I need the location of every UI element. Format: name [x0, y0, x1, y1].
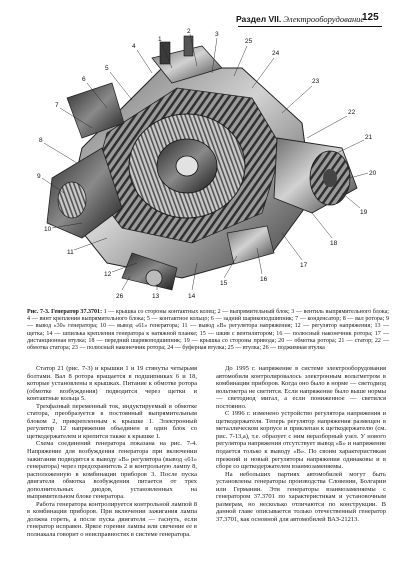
- callout-20: 20: [369, 170, 377, 177]
- callout-3: 3: [215, 31, 219, 38]
- right-column: [216, 365, 386, 523]
- paragraph: Работа генератора контролируется контрольной лампой 8 в комбинации приборов. При включении зажигания лампа должна гореть, а после пуска двигателя — гаснуть, если генератор исправен. Яркое горение лампы или свечение ее в полнакала говорит о неисправностях в системе генератора.: [27, 500, 197, 539]
- callout-26: 26: [116, 293, 124, 300]
- callout-9: 9: [37, 173, 41, 180]
- callout-7: 7: [55, 102, 59, 109]
- paragraph: До 1995 г. напряжение в системе электрооборудования автомобиля контролировалось электронным вольтметром в комбинации приборов. Когда оно было в норме — светодиод вольтметра не светится. Если напряжение было выше нормы — светодиод мигал, а если пониженное — светился постоянно.: [216, 365, 386, 410]
- callout-2: 2: [187, 28, 191, 35]
- section-title: Электрооборудование: [283, 14, 365, 24]
- callout-4: 4: [132, 43, 136, 50]
- paragraph: С 1996 г. изменено устройство регулятора напряжения и щеткодержателя. Теперь регулятор напряжения размещен в металлическом корпусе и приклепан к щеткодержателю (см. рис. 7-13,а), т.е. образует с ним неразборный узел. У нового регулятора напряжения отсутствует вывод «Б» и напряжение подается только к выводу «В». По своим характеристикам прежний и новый регуляторы напряжения одинаковы и в сборе со щеткодержателем взаимозаменяемы.: [216, 410, 386, 471]
- left-column: [27, 365, 197, 539]
- generator-drawing: [47, 36, 357, 290]
- callout-17: 17: [300, 262, 308, 269]
- callout-15: 15: [220, 280, 228, 287]
- paragraph: На небольших партиях автомобилей могут быть установлены генераторы производства Словении, Болгарии или Германии. Эти генераторы взаимозаменяемы с генератором 37.3701 по характеристикам и установочным размерам, но несколько отличаются по конструкции. В данной главе описывается только отечественный генератор 37.3701, как основной для автомобилей ВАЗ-21213.: [216, 470, 386, 523]
- section-heading: [236, 14, 364, 24]
- header-rule: [238, 26, 382, 27]
- callout-21: 21: [365, 134, 373, 141]
- paragraph: Схема соединений генератора показана на рис. 7-4. Напряжение для возбуждения генератора при включении зажигания подводится к выводу «В» регулятора (вывод «61» генератора) через предохранитель 2 и контрольную лампу 8, расположенную в комбинации приборов 3. После пуска двигателя обмотка возбуждения питается от трех дополнительных диодов, установленных на выпрямительном блоке генератора.: [27, 440, 197, 501]
- callout-1: 1: [158, 36, 162, 43]
- callout-8: 8: [39, 137, 43, 144]
- callout-6: 6: [82, 76, 86, 83]
- callout-18: 18: [330, 240, 338, 247]
- callout-12: 12: [104, 271, 112, 278]
- caption-text: 1 — крышка со стороны контактных колец; 2 — выпрямительный блок; 3 — вентиль выпрямительного блока; 4 — винт крепления выпрямительного блока; 5 — контактное кольцо; 6 — задний шарикоподшипник; 7 — конденсатор; 8 — вал ротора; 9 — вывод «30» генератора; 10 — вывод «61» генератора; 11 — вывод «В» регулятора напряжения; 12 — регулятор напряжения; 13 — щетка; 14 — шпилька крепления генератора к натяжной планке; 15 — шкив с вентилятором; 16 — полюсный наконечник ротора; 17 — дистанционная втулка; 18 — передний шарикоподшипник; 19 — крышка со стороны привода; 20 — обмотка ротора; 21 — статор; 22 — обмотка статора; 23 — полюсный наконечник ротора; 24 — буферная втулка; 25 — втулка; 26 — поджимная втулка: [27, 309, 389, 352]
- generator-illustration: [12, 28, 387, 306]
- callout-16: 16: [260, 276, 268, 283]
- callout-19: 19: [360, 209, 368, 216]
- paragraph: Трехфазный переменный ток, индуктируемый в обмотке статора, преобразуется в постоянный выпрямительным блоком 2, прикрепленным к крышке 1. Электронный регулятор 12 напряжения объединен в один блок со щеткодержателем и крепится также к крышке 1.: [27, 402, 197, 440]
- callout-11: 11: [67, 249, 74, 256]
- callout-14: 14: [188, 293, 196, 300]
- figure-caption: [27, 309, 389, 352]
- page-number: 125: [362, 12, 379, 23]
- callout-22: 22: [348, 109, 356, 116]
- callout-10: 10: [44, 226, 52, 233]
- callout-5: 5: [105, 65, 109, 72]
- callout-23: 23: [312, 78, 320, 85]
- callout-13: 13: [152, 293, 160, 300]
- callout-24: 24: [272, 50, 280, 57]
- caption-label: Рис. 7-3. Генератор 37.3701:: [27, 309, 103, 315]
- callout-25: 25: [245, 38, 253, 45]
- paragraph: Статор 21 (рис. 7-3) и крышки 1 и 19 стянуты четырьмя болтами. Вал 8 ротора вращается в подшипниках 6 и 18, которые установлены в крышках. Питание к обмотке ротора (обмотке возбуждения) подводится через щетки и контактные кольца 5.: [27, 365, 197, 403]
- section-label: Раздел VII.: [236, 14, 282, 24]
